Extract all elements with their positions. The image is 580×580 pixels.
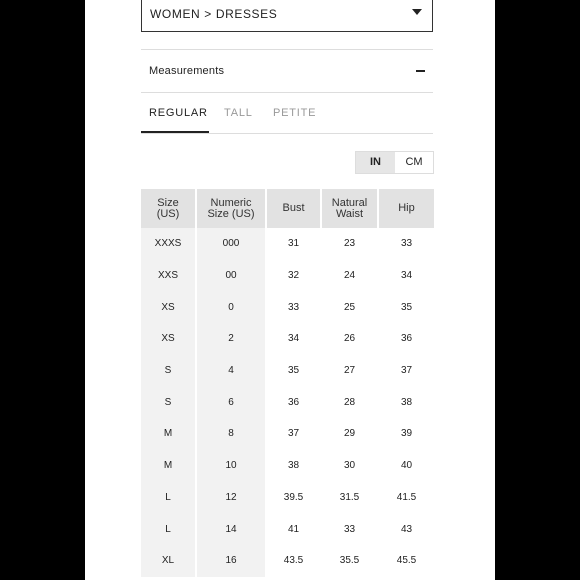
cell-bust: 41 <box>266 513 321 545</box>
cell-waist: 29 <box>321 418 378 450</box>
tab-tall[interactable]: TALL <box>224 107 253 119</box>
header-hip <box>378 189 434 228</box>
cell-hip: 35 <box>400 301 413 313</box>
cell-numeric-size: 000 <box>196 228 266 260</box>
size-guide-panel <box>85 0 495 580</box>
cell-waist: 26 <box>321 323 378 355</box>
cell-bust: 32 <box>266 260 321 292</box>
cell-bust: 34 <box>266 323 321 355</box>
cell-waist: 24 <box>321 260 378 292</box>
table-row <box>141 291 434 323</box>
cell-waist: 25 <box>321 291 378 323</box>
fit-tabs <box>141 100 433 134</box>
category-women: WOMEN <box>150 7 201 21</box>
cell-size: M <box>141 450 196 482</box>
header-line: Waist <box>335 207 364 220</box>
cell-bust: 35 <box>266 355 321 387</box>
cell-size: M <box>141 418 196 450</box>
table-row <box>141 513 434 545</box>
cell-numeric-size: 8 <box>196 418 266 450</box>
cell-hip: 41.5 <box>396 491 417 503</box>
cell-hip: 37 <box>400 365 413 377</box>
cell-bust: 39.5 <box>266 482 321 514</box>
cell-numeric-size: 12 <box>196 482 266 514</box>
cell-numeric-size: 6 <box>196 386 266 418</box>
header-numeric-size <box>196 189 266 228</box>
measurements-title: Measurements <box>149 65 225 77</box>
cell-numeric-size: 0 <box>196 291 266 323</box>
cell-size: L <box>141 513 196 545</box>
table-row <box>141 260 434 292</box>
cell-size: L <box>141 482 196 514</box>
cell-numeric-size: 10 <box>196 450 266 482</box>
cell-waist: 33 <box>321 513 378 545</box>
tabs-divider <box>141 133 433 134</box>
category-dresses: DRESSES <box>215 7 278 21</box>
unit-in-button[interactable]: IN <box>356 152 395 173</box>
cell-hip: 38 <box>400 396 413 408</box>
cell-hip: 39 <box>400 428 413 440</box>
header-size-us <box>141 189 196 228</box>
cell-waist: 27 <box>321 355 378 387</box>
cell-waist: 30 <box>321 450 378 482</box>
cell-hip: 33 <box>400 238 413 250</box>
header-line: Size (US) <box>207 207 255 220</box>
table-body <box>141 228 434 577</box>
caret-down-icon <box>412 9 422 15</box>
cell-size: XL <box>141 545 196 577</box>
unit-toggle <box>355 151 434 174</box>
category-breadcrumb <box>150 7 277 21</box>
cell-numeric-size: 4 <box>196 355 266 387</box>
cell-waist: 31.5 <box>321 482 378 514</box>
cell-numeric-size: 00 <box>196 260 266 292</box>
table-row <box>141 418 434 450</box>
cell-bust: 38 <box>266 450 321 482</box>
header-bust <box>266 189 321 228</box>
cell-numeric-size: 14 <box>196 513 266 545</box>
cell-waist: 28 <box>321 386 378 418</box>
measurements-accordion[interactable] <box>141 50 433 92</box>
cell-bust: 31 <box>266 228 321 260</box>
cell-size: XXS <box>141 260 196 292</box>
header-natural-waist <box>321 189 378 228</box>
cell-numeric-size: 16 <box>196 545 266 577</box>
cell-waist: 35.5 <box>321 545 378 577</box>
minus-icon[interactable] <box>416 70 425 72</box>
header-line: Size <box>157 196 179 209</box>
size-chart-table <box>141 189 434 577</box>
cell-hip: 45.5 <box>396 555 417 567</box>
header-line: Natural <box>331 196 368 209</box>
category-dropdown[interactable] <box>141 0 433 32</box>
cell-size: XS <box>141 291 196 323</box>
divider <box>141 92 433 93</box>
tab-petite[interactable]: PETITE <box>273 107 317 119</box>
cell-waist: 23 <box>321 228 378 260</box>
table-row <box>141 228 434 260</box>
cell-size: XS <box>141 323 196 355</box>
cell-size: XXXS <box>141 228 196 260</box>
breadcrumb-separator: > <box>204 7 212 21</box>
cell-numeric-size: 2 <box>196 323 266 355</box>
cell-size: S <box>141 386 196 418</box>
unit-cm-button[interactable]: CM <box>395 152 433 173</box>
header-line: Numeric <box>210 196 252 209</box>
header-line: Bust <box>282 202 305 214</box>
table-row <box>141 482 434 514</box>
cell-bust: 33 <box>266 291 321 323</box>
cell-hip: 34 <box>400 270 413 282</box>
cell-bust: 37 <box>266 418 321 450</box>
tab-regular[interactable]: REGULAR <box>149 107 208 119</box>
table-header-row <box>141 189 434 228</box>
cell-hip: 36 <box>400 333 413 345</box>
cell-hip: 43 <box>400 523 413 535</box>
cell-size: S <box>141 355 196 387</box>
table-row <box>141 545 434 577</box>
table-row <box>141 355 434 387</box>
cell-bust: 36 <box>266 386 321 418</box>
table-row <box>141 323 434 355</box>
header-line: (US) <box>156 207 180 220</box>
cell-bust: 43.5 <box>266 545 321 577</box>
cell-hip: 40 <box>400 460 413 472</box>
table-row <box>141 450 434 482</box>
header-line: Hip <box>398 202 415 214</box>
table-row <box>141 386 434 418</box>
